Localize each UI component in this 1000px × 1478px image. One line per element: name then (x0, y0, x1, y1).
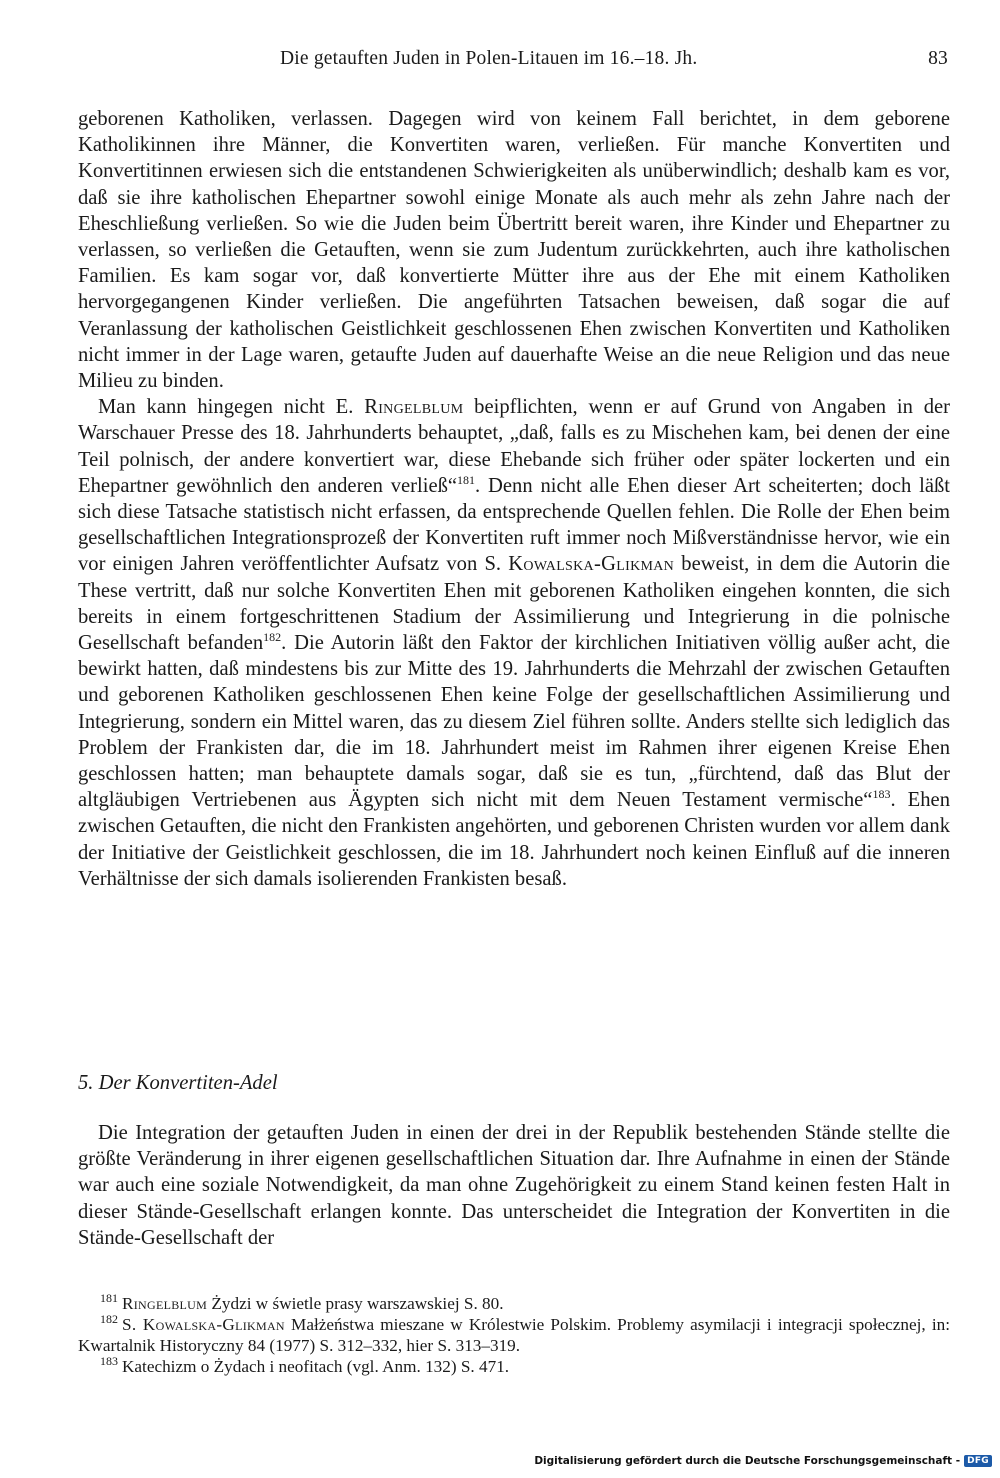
section-heading: 5. Der Konvertiten-Adel (78, 1072, 278, 1094)
footnote-number: 183 (100, 1354, 118, 1369)
author-ringelblum: Ringelblum (364, 396, 464, 419)
paragraph-2-part-d: beweist, in dem die Autorin die These vertritt, daß nur solche Konvertiten Ehen mit geborenen Katholiken eingehen konnten, die sich bereits in einem fortgeschrittenen Stadium der Assimilierung und Integrierung in die polnische Gesellschaft befanden (78, 553, 950, 655)
footnote-author: Ringelblum (122, 1294, 208, 1313)
paragraph-2-part-c: . Denn nicht alle Ehen dieser Art scheiterten; doch läßt sich diese Tatsache statistisch nicht erfassen, da entsprechende Quellen fehlen. Die Rolle der Ehen beim gesellschaftlichen Integrationsprozeß der Konvertiten ruft immer noch Mißverständnisse hervor, wie ein vor einigen Jahren veröffentlichter Aufsatz von S. (78, 474, 950, 576)
paragraph-2-part-a: Man kann hingegen nicht E. (98, 396, 365, 419)
paragraph-3: Die Integration der getauften Juden in einen der drei in der Republik bestehenden Stände stellte die größte Veränderung in ihrer eigenen gesellschaftlichen Situation dar. Ihre Aufnahme in einen der Stände war auch eine soziale Notwendigkeit, da man ohne Zugehörigkeit zu einem Stand keinen festen Halt in dieser Stände-Gesellschaft erlangen konnte. Das unterscheidet die Integration der Konvertiten in die Stände-Gesellschaft der (78, 1122, 950, 1249)
paragraph-1: geborenen Katholiken, verlassen. Dagegen wird von keinem Fall berichtet, in dem geborene Katholikinnen ihre Männer, die Konvertiten waren, verließen. Für manche Konvertiten und Konvertitinnen erwiesen sich die entstandenen Schwierigkeiten als unüberwindlich; deshalb kam es vor, daß sie ihre katholischen Ehepartner sowohl einige Monate als auch mehr als zehn Jahre nach der Eheschließung verließen. So wie die Juden beim Übertritt bereit waren, ihre Kinder und Ehepartner zu verlassen, so verließen die Getauften, wenn sie zum Judentum zurückkehrten, auch ihre katholischen Familien. Es kam sogar vor, daß konvertierte Mütter ihre aus der Ehe mit einem Katholiken hervorgegangenen Kinder verließen. Die angeführten Tatsachen beweisen, daß sogar die auf Veranlassung der katholischen Geistlichkeit geschlossenen Ehen zwischen Konvertiten und Katholiken nicht immer in der Lage waren, getaufte Juden auf dauerhafte Weise an die neue Religion und das neue Milieu zu binden. (78, 108, 950, 393)
paragraph-2-part-f: . Ehen zwischen Getauften, die nicht den Frankisten angehörten, und geborenen Christen wurden vor allem dank der Initiative der Geistlichkeit geschlossen, die im 18. Jahrhundert noch keinen Einfluß auf die inneren Verhältnisse der sich damals isolierenden Frankisten besaß. (78, 789, 950, 890)
footnote-text: Małżeństwa mieszane w Królestwie Polskim. Problemy asymilacji i integracji społecznej, in: Kwartalnik Historyczny 84 (1977) S. 312–332, hier S. 313–319. (78, 1315, 950, 1355)
main-text (78, 106, 950, 892)
footnote-author: S. Kowalska-Glikman (122, 1315, 285, 1334)
footnote-number: 181 (100, 1291, 118, 1306)
footnotes (78, 1293, 950, 1377)
paragraph-2 (78, 394, 950, 892)
credit-text: Digitalisierung gefördert durch die Deutsche Forschungsgemeinschaft - (534, 1455, 961, 1467)
footnote-ref-182[interactable]: 182 (263, 630, 282, 645)
footnote-number: 182 (100, 1312, 118, 1327)
footnote-181 (78, 1293, 950, 1314)
footnote-text: Katechizm o Żydach i neofitach (vgl. Anm. 132) S. 471. (122, 1357, 510, 1376)
footnote-ref-181[interactable]: 181 (457, 472, 476, 487)
dfg-logo-icon: DFG (964, 1455, 992, 1467)
page-number: 83 (928, 48, 948, 69)
paragraph-2-part-b: beipflichten, wenn er auf Grund von Angaben in der Warschauer Presse des 18. Jahrhunderts behauptet, „daß, falls es zu Mischehen kam, bei denen der eine Teil polnisch, der andere konvertiert war, diese Ehebande sich früher oder später lockerten und ein Ehepartner gewöhnlich den anderen verließ“ (78, 396, 950, 497)
author-kowalska-glikman: Kowalska-Glikman (508, 553, 675, 576)
running-title: Die getauften Juden in Polen-Litauen im 16.–18. Jh. (280, 48, 698, 69)
footnote-ref-183[interactable]: 183 (872, 787, 891, 802)
footnote-text: Żydzi w świetle prasy warszawskiej S. 80. (207, 1294, 504, 1313)
paragraph-2-part-e: . Die Autorin läßt den Faktor der kirchlichen Initiativen völlig außer acht, die bewirkt hatten, daß mindestens bis zur Mitte des 19. Jahrhunderts die Mehrzahl der zwischen Getauften und geborenen Katholiken geschlossenen Ehen keine Folge der gesellschaftlichen Assimilierung und Integrierung, sondern ein Mittel waren, das zu diesem Ziel führen sollte. Anders stellte sich lediglich das Problem der Frankisten dar, die im 18. Jahrhundert meist im Rahmen ihrer eigenen Kreise Ehen geschlossen hatten; man behauptete damals sogar, daß sie es tun, „fürchtend, daß das Blut der altgläubigen Vertriebenen aus Ägypten sich nicht mit dem Neuen Testament vermische“ (78, 632, 950, 812)
footnote-183 (78, 1356, 950, 1377)
digitization-credit (534, 1455, 992, 1467)
footnote-182 (78, 1314, 950, 1356)
section-text (78, 1120, 950, 1251)
